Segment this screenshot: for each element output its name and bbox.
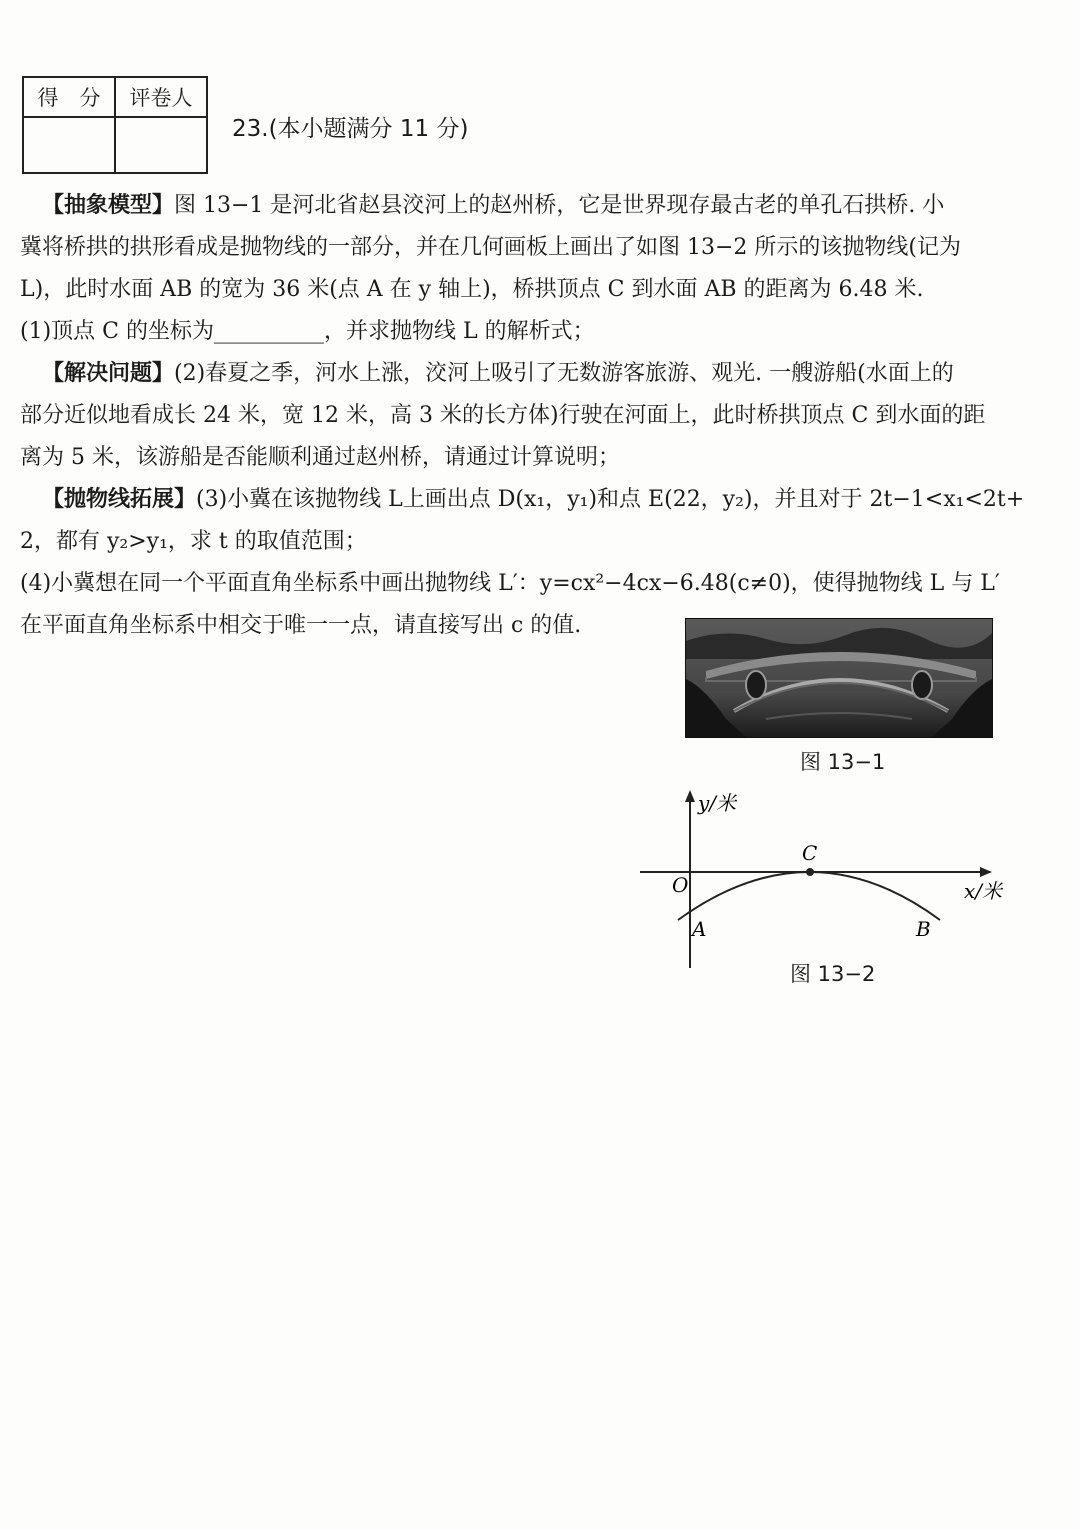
origin-label: O [672,873,689,897]
figure-13-2-caption: 图 13−2 [790,962,876,986]
score-cell [23,117,115,173]
zhaozhou-bridge-photo [685,618,993,738]
score-header: 得 分 [23,77,115,117]
q1-text-a: (1)顶点 C 的坐标为 [20,319,214,344]
section-tag-solve: 【解决问题】 [42,361,175,386]
p2-line2: 部分近似地看成长 24 米，宽 12 米，高 3 米的长方体)行驶在河面上，此时桥拱顶点 C 到水面的距 [20,403,986,428]
figure-13-1-caption: 图 13−1 [800,750,886,774]
p2-line3: 离为 5 米，该游船是否能顺利通过赵州桥，请通过计算说明； [20,445,620,470]
grader-header: 评卷人 [115,77,207,117]
figure-13-2-graph [640,786,1020,980]
score-table [22,76,208,174]
question-1 [20,314,1030,345]
paragraph-parabola-extension [20,482,1030,513]
vertex-C-point [806,868,814,876]
parabola-L [678,872,940,920]
x-axis-label: x/米 [964,879,1003,903]
q4-line1: (4)小冀想在同一个平面直角坐标系中画出抛物线 L′：y=cx²−4cx−6.48(c≠0)，使得抛物线 L 与 L′ [20,571,1000,596]
question-title: 23.(本小题满分 11 分) [232,116,469,142]
q1-answer-blank[interactable]: __________ [213,319,324,344]
p3-line2: 2，都有 y₂>y₁，求 t 的取值范围； [20,529,367,554]
paragraph-solve-problem [20,356,1030,387]
p1-line1: 图 13−1 是河北省赵县洨河上的赵州桥，它是世界现存最古老的单孔石拱桥. 小 [174,193,945,218]
p1-line3: L)，此时水面 AB 的宽为 36 米(点 A 在 y 轴上)，桥拱顶点 C 到水面 AB 的距离为 6.48 米. [20,277,924,302]
y-axis-arrow-icon [685,790,695,802]
q1-text-b: ，并求抛物线 L 的解析式； [323,319,595,344]
section-tag-extension: 【抛物线拓展】 [42,487,197,512]
x-axis-arrow-icon [980,867,992,877]
y-axis-label: y/米 [698,791,737,815]
section-tag-abstract: 【抽象模型】 [42,193,175,218]
point-A-label: A [692,917,707,941]
q4-line2: 在平面直角坐标系中相交于唯一一点，请直接写出 c 的值. [20,613,582,638]
paragraph-abstract-model [20,188,1030,219]
point-C-label: C [802,841,818,865]
grader-cell [115,117,207,173]
p2-line1: (2)春夏之季，河水上涨，洨河上吸引了无数游客旅游、观光. 一艘游船(水面上的 [174,361,954,386]
point-B-label: B [916,917,931,941]
p3-line1: (3)小冀在该抛物线 L上画出点 D(x₁，y₁)和点 E(22，y₂)，并且对于 2t−1<x₁<2t+ [196,487,1025,512]
p1-line2: 冀将桥拱的拱形看成是抛物线的一部分，并在几何画板上画出了如图 13−2 所示的该抛物线(记为 [20,235,961,260]
